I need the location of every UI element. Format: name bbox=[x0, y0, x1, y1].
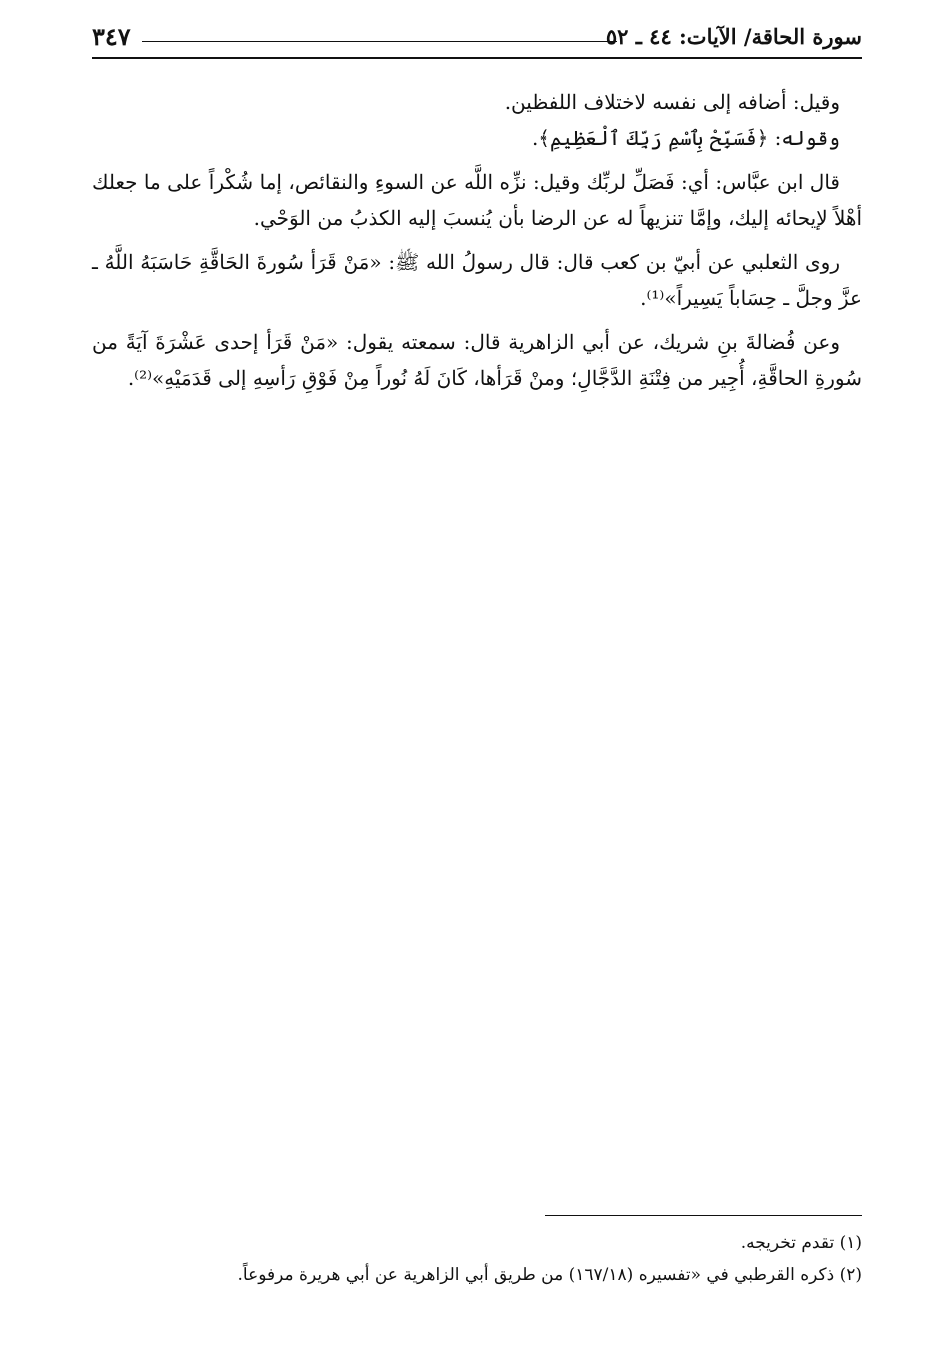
paragraph: روى الثعلبي عن أبيّ بن كعب قال: قال رسولُ الله ﷺ: «مَنْ قَرَأ سُورةَ الحَاقَّةِ حَاسَبَهُ اللَّهُ ـ عزَّ وجلَّ ـ حِسَاباً يَسِيراً»⁽¹⁾. bbox=[92, 250, 862, 310]
page-number: ٣٤٧ bbox=[92, 22, 131, 51]
footnote-separator bbox=[545, 1215, 862, 1216]
running-title: سورة الحاقة/ الآيات: ٤٤ ـ ٥٢ bbox=[605, 24, 862, 49]
page-header bbox=[92, 22, 862, 58]
paragraph: وقيل: أضافه إلى نفسه لاختلاف اللفظين. bbox=[504, 90, 840, 114]
header-dash-line bbox=[142, 41, 617, 42]
paragraph: وقوله: ﴿فَسَبِّحْ بِٱسْمِ رَبِّكَ ٱلْعَظِيمِ﴾. bbox=[531, 126, 840, 150]
footnote: (١) تقدم تخريجه. bbox=[740, 1233, 862, 1253]
footnote: (٢) ذكره القرطبي في «تفسيره (١٦٧/١٨) من طريق أبي الزاهرية عن أبي هريرة مرفوعاً. bbox=[237, 1265, 862, 1285]
header-rule bbox=[92, 57, 862, 59]
body-text bbox=[92, 84, 862, 396]
footnotes bbox=[92, 1227, 862, 1291]
paragraph: وعن فُضالةَ بنِ شريك، عن أبي الزاهرية قال: سمعته يقول: «مَنْ قَرَأ إحدى عَشْرَةَ آيَةً من سُورةِ الحاقَّةِ، أُجِير من فِتْنَةِ الدَّجَّالِ؛ ومنْ قَرَأها، كَانَ لَهُ نُوراً مِنْ فَوْقِ رَأسِهِ إلى قَدَمَيْهِ»⁽²⁾. bbox=[92, 330, 862, 390]
paragraph: قال ابن عبَّاس: أي: فَصَلِّ لربِّك وقيل: نزِّه اللَّه عن السوءِ والنقائص، إما شُكْراً على ما جعلك أهْلاً لإيحائه إليك، وإمَّا تنزيهاً له عن الرضا بأن يُنسبَ إليه الكذبُ من الوَحْي. bbox=[92, 170, 862, 230]
